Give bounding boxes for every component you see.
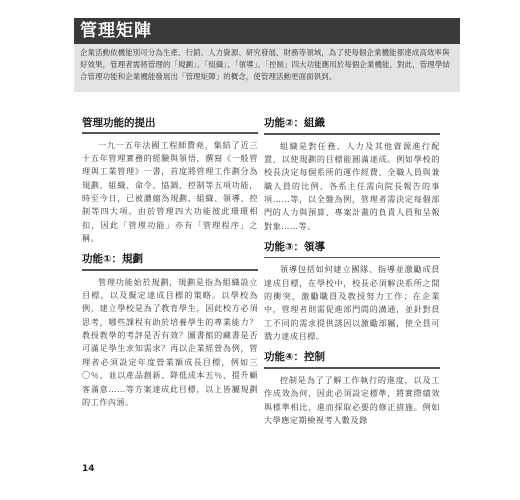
heading-prefix: 功能 xyxy=(264,117,285,129)
heading-suffix: ：控制 xyxy=(293,351,325,364)
heading-number: ③ xyxy=(285,241,294,253)
section-divider xyxy=(264,257,440,259)
section-body-controlling: 控制是為了了解工作執行的進度，以及工作成效為何，因此必須設定標準，將實際績效與標準相比，進而採取必要的修正措施。例如大學應定期檢視考人數及錄 xyxy=(264,374,440,425)
intro-box xyxy=(74,44,460,92)
section-body-leading: 領導包括如何建立團隊、指導並激勵成員達成目標，在學校中，校長必須解決系所之間的衝突，激勵職員及教授努力工作；在企業中，管理者則需促進部門間的溝通，並針對員工不同的需求提供誘因以激勵部屬，使全員可戮力達成目標。 xyxy=(264,264,440,342)
section-heading-controlling xyxy=(264,350,440,365)
section-heading-planning xyxy=(82,252,258,267)
heading-number: ④ xyxy=(285,352,294,364)
section-heading-leading xyxy=(264,240,440,255)
section-body-origin: 一九一五年法國工程師費堯，集結了近三十五年管理實務的經驗與領悟，撰寫《一般管理與工業管理》一書，首度將管理工作劃分為規劃、組織、命令、協調、控制等五項功能，時至今日，已被濃縮為規劃、組織、領導、控制等四大項。由於管理四大功能彼此環環相扣，因此「管理功能」亦有「管理程序」之稱。 xyxy=(82,139,258,243)
section-body-organizing: 組織是對任務、人力及其他資源進行配置，以使規劃的目標能圓滿達成。例如學校的校長決定每個系所的運作經費、全職人員與兼職人員的比例、各系主任需向院長報告的事項……等，以全盤為例，管理者需決定每個部門的人力與預算、專案計畫的負責人員和呈報對象……等。 xyxy=(264,140,440,231)
section-divider xyxy=(82,132,258,134)
heading-number: ② xyxy=(285,118,294,129)
page-number: 14 xyxy=(82,464,95,474)
heading-suffix: ：規劃 xyxy=(111,253,143,266)
section-divider xyxy=(264,367,440,369)
heading-suffix: ：組織 xyxy=(293,117,325,129)
heading-prefix: 功能 xyxy=(264,240,285,253)
right-column xyxy=(264,116,440,434)
left-column xyxy=(82,116,258,416)
heading-prefix: 功能 xyxy=(264,351,285,364)
section-heading-organizing xyxy=(264,116,440,131)
page-title: 管理矩陣 xyxy=(80,21,152,41)
section-body-planning: 管理功能始於規劃，規劃是指為組織設立目標，以及擬定達成目標的策略。以學校為例，建立學校是為了教育學生，因此校方必須思考，哪些課程有助於培養學生的專業能力？教授教學的考評是否有效？圖書館的藏書是否可滿足學生求知需求？再以企業經營為例，管理者必須設定年度營業額成長目標，例如三〇％，並以產品創新、降低成本五％、提升顧客滿意……等方案達成此目標，以上皆屬規劃的工作內涵。 xyxy=(82,276,258,407)
section-heading-origin: 管理功能的提出 xyxy=(82,117,156,129)
title-band xyxy=(74,18,460,44)
heading-suffix: ：領導 xyxy=(293,240,325,253)
section-divider xyxy=(264,133,440,135)
intro-text: 企業活動依機能別可分為生產、行銷、人力資源、研究發展、財務等領域，為了使每個企業機能都達成高效率與好效果，管理者需將管理的「規劃」、「組織」、「領導」、「控制」四大功能應用於每個企業機能，對此，管理學結合管理功能和企業機能發展出「管理矩陣」的概念，使管理活動更面面俱到。 xyxy=(80,48,450,82)
section-divider xyxy=(82,269,258,271)
heading-prefix: 功能 xyxy=(82,253,103,266)
heading-number: ① xyxy=(103,254,112,266)
